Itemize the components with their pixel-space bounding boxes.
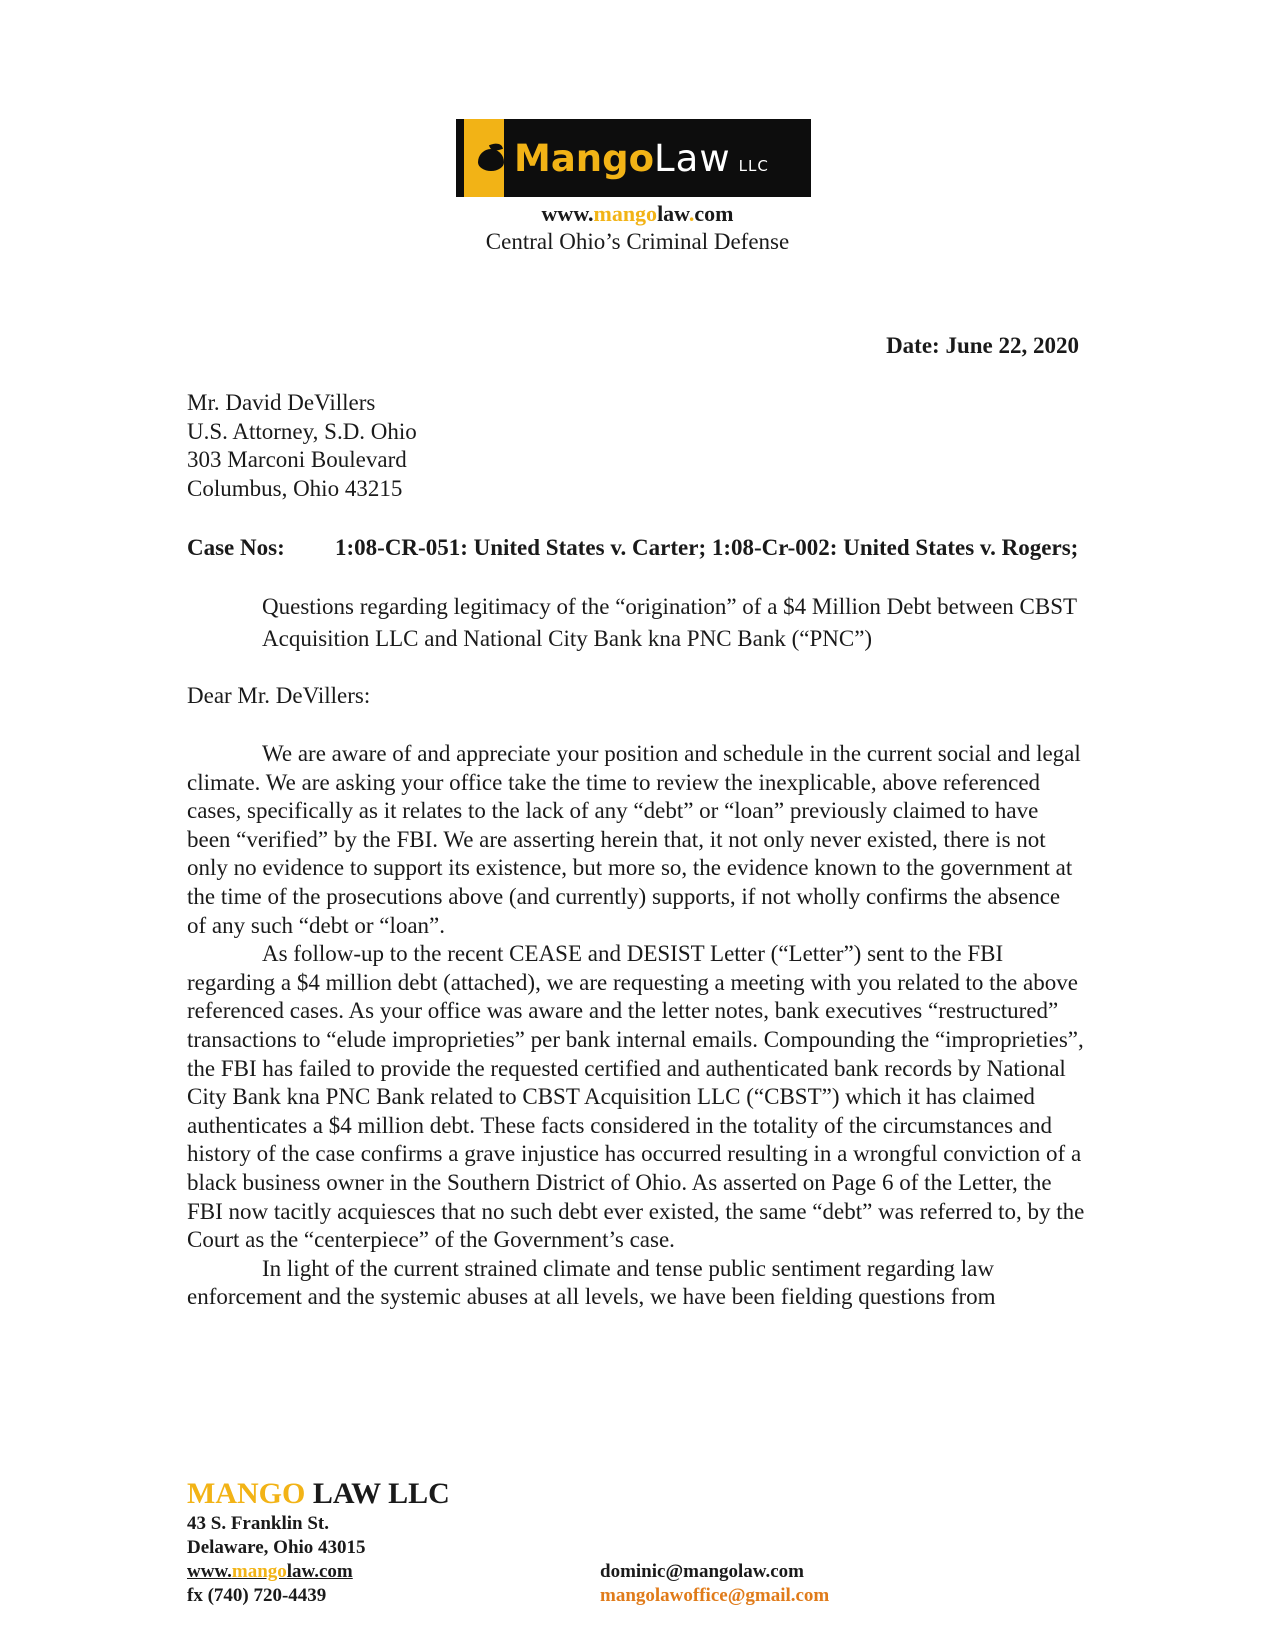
subject-line: Questions regarding legitimacy of the “origination” of a $4 Million Debt between CBST Acquisition LLC and National City Bank kna PNC Bank (“PNC”) xyxy=(262,594,1077,651)
recipient-line: 303 Marconi Boulevard xyxy=(187,447,407,472)
letter-body xyxy=(187,740,1085,1312)
web-part: law.com xyxy=(286,1561,353,1582)
header-website[interactable] xyxy=(0,200,1275,228)
site-part: www. xyxy=(541,201,594,226)
salutation: Dear Mr. DeVillers: xyxy=(187,683,371,708)
footer xyxy=(187,1476,830,1608)
logo-badge xyxy=(464,119,504,197)
letter-date: Date: June 22, 2020 xyxy=(886,333,1079,358)
case-reference xyxy=(187,533,1087,562)
footer-website-link[interactable] xyxy=(187,1561,353,1582)
site-part: mango xyxy=(593,201,658,226)
tagline: Central Ohio’s Criminal Defense xyxy=(485,229,790,254)
footer-street: 43 S. Franklin St. xyxy=(187,1513,330,1534)
web-part: www. xyxy=(187,1561,232,1582)
mango-icon xyxy=(478,149,504,171)
footer-city: Delaware, Ohio 43015 xyxy=(187,1537,366,1558)
site-part: law xyxy=(657,201,689,226)
recipient-line: U.S. Attorney, S.D. Ohio xyxy=(187,418,417,444)
case-label: Case Nos: xyxy=(187,535,285,560)
recipient-line: Columbus, Ohio 43215 xyxy=(187,475,403,501)
footer-fax: fx (740) 720-4439 xyxy=(187,1585,327,1606)
logo-word-mango: Mango xyxy=(514,137,655,180)
footer-web-row xyxy=(187,1560,804,1584)
footer-email-primary[interactable]: dominic@mangolaw.com xyxy=(600,1561,804,1582)
site-part: . xyxy=(688,201,695,226)
recipient-line: Mr. David DeVillers xyxy=(187,390,376,415)
footer-email-secondary[interactable]: mangolawoffice@gmail.com xyxy=(600,1585,830,1606)
case-numbers: 1:08-CR-051: United States v. Carter; 1:08-Cr-002: United States v. Rogers; xyxy=(335,535,1079,560)
recipient-address xyxy=(187,389,417,503)
site-part: com xyxy=(694,201,734,226)
body-paragraph: We are aware of and appreciate your position and schedule in the current social and legal climate. We are asking your office take the time to review the inexplicable, above referenced cases, specifically as it relates to the lack of any “debt” or “loan” previously claimed to have been “verified” by the FBI. We are asserting herein that, it not only never existed, there is not only no evidence to support its existence, but more so, the evidence known to the government at the time of the prosecutions above (and currently) supports, if not wholly confirms the absence of any such “debt or “loan”. xyxy=(187,741,1081,938)
firm-name-rest: LAW LLC xyxy=(305,1477,450,1510)
logo-wordmark xyxy=(514,137,769,188)
firm-name-mango: MANGO xyxy=(187,1477,306,1510)
web-part: mango xyxy=(231,1561,287,1582)
body-paragraph: As follow-up to the recent CEASE and DESIST Letter (“Letter”) sent to the FBI regarding a $4 million debt (attached), we are requesting a meeting with you related to the above referenced cases. As your office was aware and the letter notes, bank executives “restructured” transactions to “elude improprieties” per bank internal emails. Compounding the “improprieties”, the FBI has failed to provide the requested certified and authenticated bank records by National City Bank kna PNC Bank related to CBST Acquisition LLC (“CBST”) which it has claimed authenticates a $4 million debt. These facts considered in the totality of the circumstances and history of the case confirms a grave injustice has occurred resulting in a wrongful conviction of a black business owner in the Southern District of Ohio. As asserted on Page 6 of the Letter, the FBI now tacitly acquiesces that no such debt ever existed, the same “debt” was referred to, by the Court as the “centerpiece” of the Government’s case. xyxy=(187,941,1085,1253)
body-paragraph: In light of the current strained climate and tense public sentiment regarding law enforcement and the systemic abuses at all levels, we have been fielding questions from xyxy=(187,1255,996,1310)
mango-law-logo xyxy=(456,119,811,197)
logo-suffix: LLC xyxy=(738,157,769,175)
footer-fax-row xyxy=(187,1584,830,1608)
firm-name xyxy=(187,1476,450,1512)
logo-word-law: Law xyxy=(654,137,731,180)
